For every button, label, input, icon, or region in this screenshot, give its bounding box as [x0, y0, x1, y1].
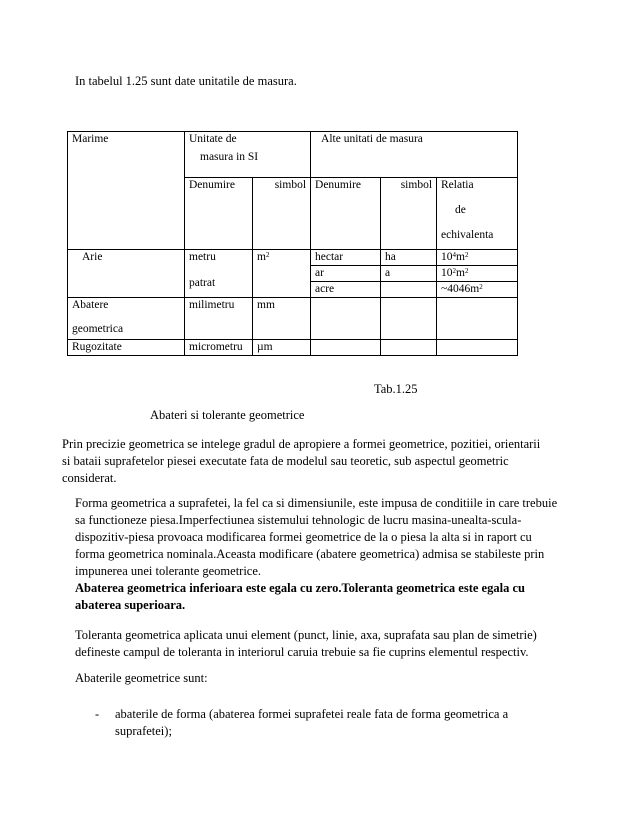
subheader-denumire-si	[185, 178, 253, 250]
bullet-line: abaterile de forma (abaterea formei suprafetei reale fata de forma geometrica a	[115, 707, 509, 721]
rugozitate-simbol-label: µm	[257, 341, 273, 353]
rel-unit: m	[456, 267, 465, 279]
intro-text: In tabelul 1.25 sunt date unitatile de masura.	[75, 74, 297, 88]
abatere-simbol	[253, 298, 311, 340]
row-denumire-label: acre	[315, 283, 335, 295]
paragraph-line: abaterea superioara.	[75, 598, 186, 612]
cell-simbol	[381, 250, 437, 266]
empty-cell	[311, 298, 381, 340]
abatere-simbol-label: mm	[257, 299, 275, 311]
table-header-row	[68, 132, 518, 178]
arie-den-gap	[189, 264, 248, 276]
rel-unit-exp: 2	[464, 251, 469, 259]
paragraph-line: impunerea unei tolerante geometrice.	[75, 564, 262, 578]
section-title: Abateri si tolerante geometrice	[150, 408, 305, 422]
paragraph-abaterea-bold	[75, 580, 615, 614]
cell-denumire	[311, 250, 381, 266]
header-marime	[68, 132, 185, 250]
arie-marime-label: Arie	[82, 251, 103, 263]
arie-simbol-base: m	[257, 251, 266, 263]
relatia-gap1	[441, 192, 513, 203]
subheader-denumire-si-label: Denumire	[189, 179, 235, 191]
empty-cell	[381, 298, 437, 340]
paragraph-precizie	[62, 436, 602, 487]
arie-denumire	[185, 250, 253, 298]
cell-relatia	[437, 250, 518, 266]
abatere-denumire-label: milimetru	[189, 299, 235, 311]
empty-cell	[381, 340, 437, 356]
relatia-line3: echivalenta	[441, 229, 494, 241]
arie-simbol	[253, 250, 311, 298]
abatere-marime	[68, 298, 185, 340]
paragraph-line: dispozitiv-piesa provoaca modificarea formei geometrice de la o piesa la alta si in raport cu	[75, 530, 532, 544]
rugozitate-marime-label: Rugozitate	[72, 341, 122, 353]
paragraph-line: forma geometrica nominala.Aceasta modificare (abatere geometrica) admisa se stabileste prin	[75, 547, 545, 561]
rugozitate-marime	[68, 340, 185, 356]
bullet-dash: -	[95, 707, 100, 721]
paragraph-line: Abaterea geometrica inferioara este egala cu zero.Toleranta geometrica este egala cu	[75, 581, 525, 595]
empty-cell	[311, 340, 381, 356]
rugozitate-simbol	[253, 340, 311, 356]
subheader-relatia	[437, 178, 518, 250]
relatia-line2: de	[455, 204, 466, 216]
header-alte-label: Alte unitati de masura	[321, 133, 423, 145]
subheader-denumire-alte	[311, 178, 381, 250]
table-caption: Tab.1.25	[374, 382, 418, 396]
paragraph-line: sa functioneze piesa.Imperfectiunea sistemului tehnologic de lucru masina-unealta-scula-	[75, 513, 522, 527]
subheader-simbol-alte-label: simbol	[400, 179, 433, 191]
relatia-line1: Relatia	[441, 179, 474, 191]
header-si	[185, 132, 311, 178]
bullet-item	[115, 706, 545, 740]
subheader-denumire-alte-label: Denumire	[315, 179, 361, 191]
arie-simbol-sup: 2	[265, 251, 270, 259]
header-marime-label: Marime	[72, 133, 109, 145]
rel-base: ~4046m	[441, 283, 480, 295]
abatere-gap	[72, 312, 180, 322]
rel-unit: m	[456, 251, 465, 263]
paragraph-line: Prin precizie geometrica se intelege gradul de apropiere a formei geometrice, pozitiei, orientarii	[62, 437, 541, 451]
rel-base: 10	[441, 267, 453, 279]
cell-relatia	[437, 282, 518, 298]
paragraph-forma	[75, 495, 615, 580]
header-alte	[311, 132, 518, 178]
subheader-simbol-si	[253, 178, 311, 250]
empty-cell	[437, 298, 518, 340]
relatia-gap2	[441, 217, 513, 228]
paragraph-line: Forma geometrica a suprafetei, la fel ca si dimensiunile, este impusa de conditiile in care trebuie	[75, 496, 558, 510]
row-simbol-label: ha	[385, 251, 396, 263]
cell-simbol	[381, 282, 437, 298]
rugozitate-denumire-label: micrometru	[189, 341, 243, 353]
table-row-abatere	[68, 298, 518, 340]
abatere-denumire	[185, 298, 253, 340]
arie-den-line2: patrat	[189, 277, 216, 289]
header-si-line2: masura in SI	[200, 151, 259, 163]
paragraph-line: si bataii suprafetelor piesei executate fata de modelul sau teoretic, sub aspectul geometric	[62, 454, 509, 468]
cell-denumire	[311, 282, 381, 298]
rel-exp: 4	[452, 251, 457, 259]
paragraph-line: considerat.	[62, 471, 117, 485]
rugozitate-denumire	[185, 340, 253, 356]
paragraph-toleranta	[75, 627, 615, 661]
units-table	[67, 131, 518, 356]
header-si-line1: Unitate de	[189, 133, 237, 145]
rel-base: 10	[441, 251, 453, 263]
abatere-line2: geometrica	[72, 323, 124, 335]
row-denumire-label: ar	[315, 267, 324, 279]
table-row-arie-hectar	[68, 250, 518, 266]
cell-simbol	[381, 266, 437, 282]
subheader-simbol-si-label: simbol	[274, 179, 307, 191]
arie-marime	[68, 250, 185, 298]
abatere-line1: Abatere	[72, 299, 109, 311]
cell-relatia	[437, 266, 518, 282]
row-denumire-label: hectar	[315, 251, 344, 263]
row-simbol-label: a	[385, 267, 391, 279]
table-row-rugozitate	[68, 340, 518, 356]
paragraph-abaterile: Abaterile geometrice sunt:	[75, 671, 208, 685]
rel-unit-exp: 2	[464, 267, 469, 275]
arie-den-line1: metru	[189, 251, 216, 263]
cell-denumire	[311, 266, 381, 282]
paragraph-line: Toleranta geometrica aplicata unui element (punct, linie, axa, suprafata sau plan de simetrie)	[75, 628, 537, 642]
bullet-line: suprafetei);	[115, 724, 172, 738]
paragraph-line: defineste campul de toleranta in interiorul caruia trebuie sa fie cuprins elementul respectiv.	[75, 645, 529, 659]
empty-cell	[437, 340, 518, 356]
subheader-simbol-alte	[381, 178, 437, 250]
rel-exp: 2	[452, 267, 457, 275]
rel-unit-exp: 2	[479, 283, 483, 291]
